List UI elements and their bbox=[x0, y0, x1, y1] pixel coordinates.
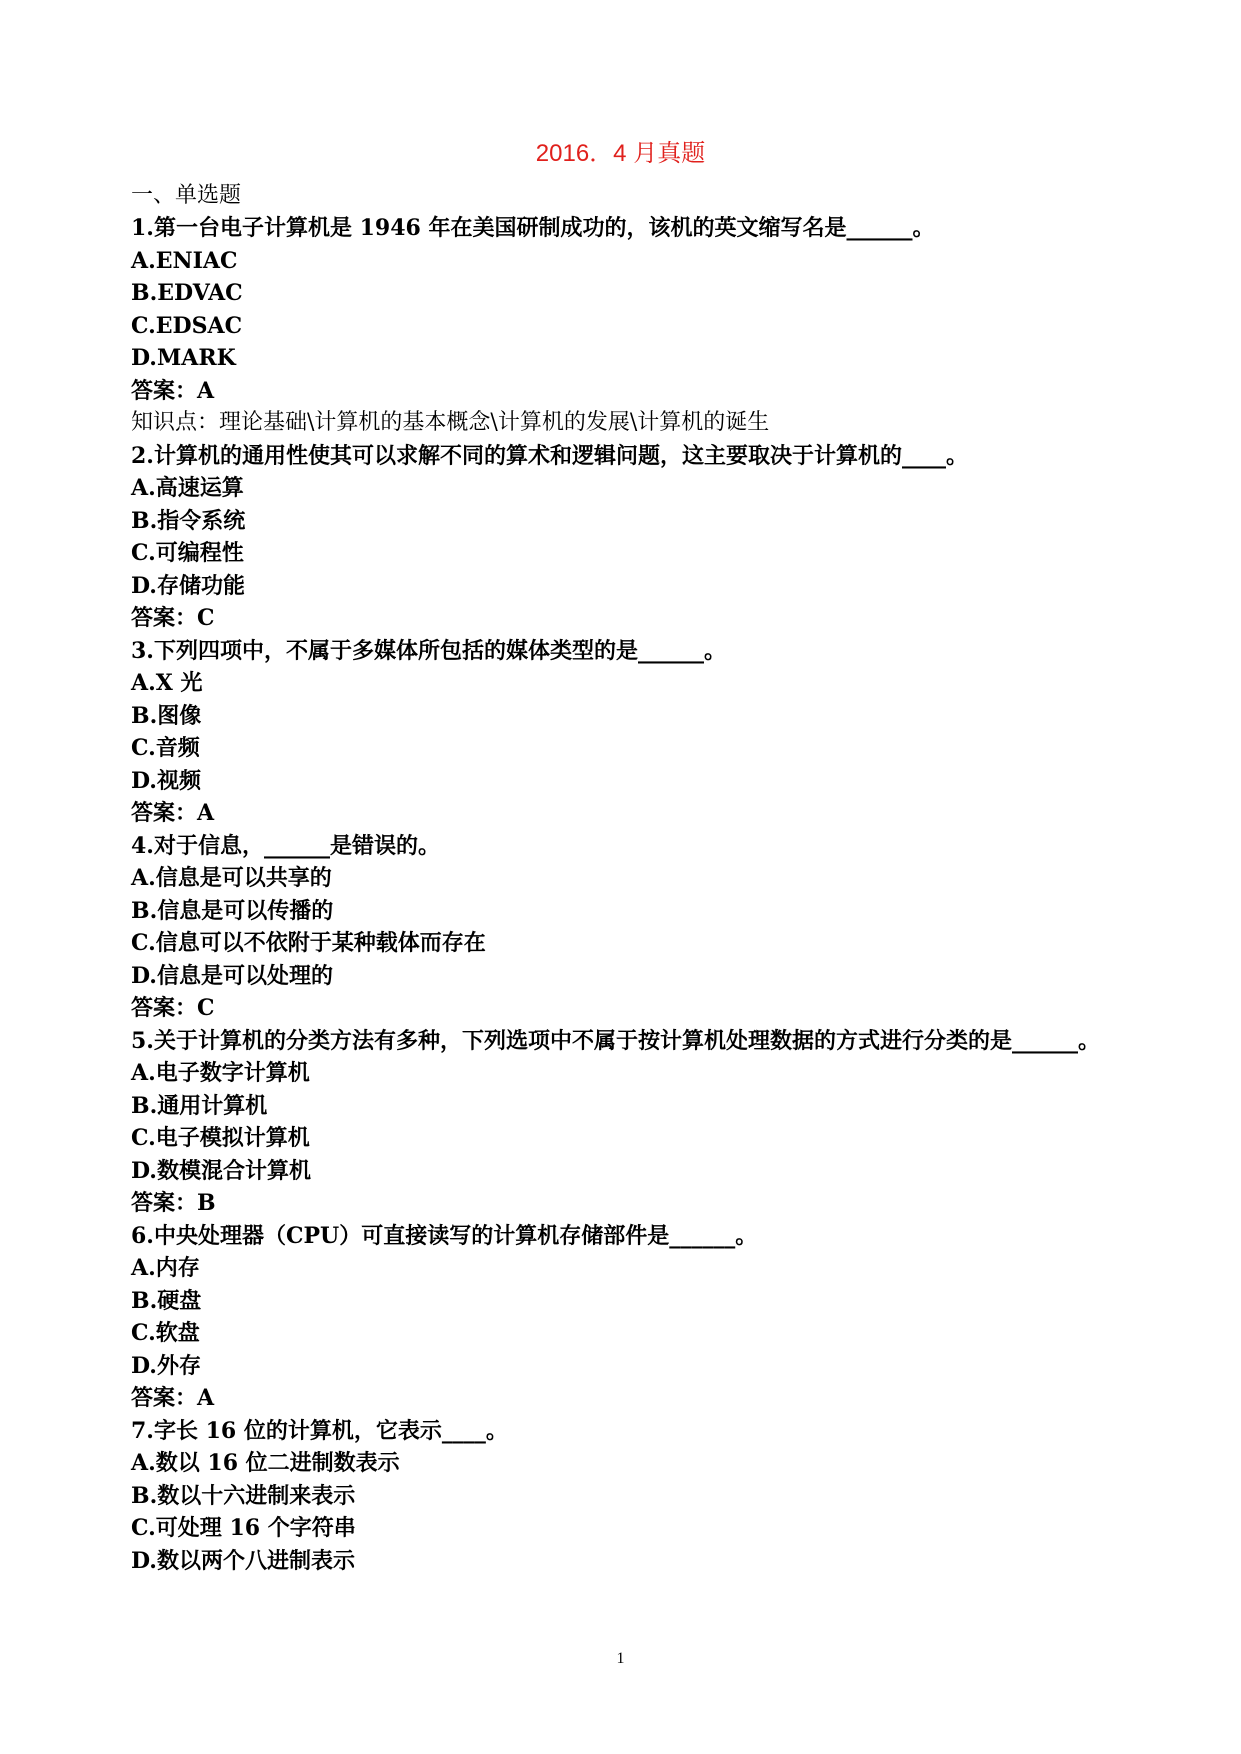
question-list bbox=[131, 212, 1131, 1577]
option-b: B.数以十六进制来表示 bbox=[131, 1482, 356, 1509]
option-c: C.信息可以不依附于某种载体而存在 bbox=[131, 930, 486, 956]
question-7 bbox=[131, 1415, 1131, 1578]
option-c: C.电子模拟计算机 bbox=[131, 1125, 310, 1151]
option-b: B.通用计算机 bbox=[131, 1092, 268, 1119]
option-d: D.外存 bbox=[131, 1352, 201, 1379]
question-6 bbox=[131, 1220, 1131, 1415]
option-a: A.ENIAC bbox=[131, 247, 238, 274]
option-a: A.电子数字计算机 bbox=[131, 1060, 310, 1086]
knowledge-point: 知识点：理论基础\计算机的基本概念\计算机的发展\计算机的诞生 bbox=[131, 410, 770, 435]
option-a: A.信息是可以共享的 bbox=[131, 865, 332, 891]
option-d: D.数模混合计算机 bbox=[131, 1157, 311, 1184]
question-stem: 1.第一台电子计算机是 1946 年在美国研制成功的，该机的英文缩写名是______。 bbox=[131, 215, 935, 241]
answer: 答案：B bbox=[131, 1190, 216, 1216]
option-b: B.指令系统 bbox=[131, 507, 246, 534]
question-stem: 2.计算机的通用性使其可以求解不同的算术和逻辑问题，这主要取决于计算机的____。 bbox=[131, 442, 968, 469]
option-d: D.MARK bbox=[131, 345, 236, 371]
question-2 bbox=[131, 440, 1131, 635]
question-4 bbox=[131, 830, 1131, 1025]
option-a: A.数以 16 位二进制数表示 bbox=[131, 1450, 400, 1476]
answer: 答案：C bbox=[131, 605, 215, 631]
option-c: C.可编程性 bbox=[131, 540, 244, 566]
page-number: 1 bbox=[616, 1650, 625, 1667]
question-1 bbox=[131, 212, 1131, 440]
answer: 答案：C bbox=[131, 995, 215, 1021]
answer: 答案：A bbox=[131, 1385, 215, 1411]
question-stem: 7.字长 16 位的计算机，它表示____。 bbox=[131, 1417, 508, 1444]
question-stem: 4.对于信息，______是错误的。 bbox=[131, 832, 440, 859]
question-3 bbox=[131, 635, 1131, 830]
option-c: C.EDSAC bbox=[131, 312, 243, 339]
question-stem: 6.中央处理器（CPU）可直接读写的计算机存储部件是______。 bbox=[131, 1222, 758, 1249]
option-a: A.X 光 bbox=[131, 670, 203, 696]
option-c: C.可处理 16 个字符串 bbox=[131, 1515, 356, 1541]
document-title: 2016．4 月真题 bbox=[535, 140, 706, 167]
answer: 答案：A bbox=[131, 377, 215, 404]
question-5 bbox=[131, 1025, 1131, 1220]
option-d: D.信息是可以处理的 bbox=[131, 962, 333, 989]
option-c: C.音频 bbox=[131, 735, 200, 761]
question-stem: 5.关于计算机的分类方法有多种，下列选项中不属于按计算机处理数据的方式进行分类的是______。 bbox=[131, 1027, 1100, 1054]
question-stem: 3.下列四项中，不属于多媒体所包括的媒体类型的是______。 bbox=[131, 637, 726, 664]
section-heading: 一、单选题 bbox=[131, 183, 242, 208]
option-c: C.软盘 bbox=[131, 1320, 200, 1346]
option-b: B.信息是可以传播的 bbox=[131, 897, 334, 924]
option-b: B.硬盘 bbox=[131, 1287, 202, 1314]
option-d: D.数以两个八进制表示 bbox=[131, 1547, 355, 1574]
option-d: D.视频 bbox=[131, 767, 201, 794]
answer: 答案：A bbox=[131, 800, 215, 826]
option-d: D.存储功能 bbox=[131, 572, 245, 599]
option-b: B.图像 bbox=[131, 702, 202, 729]
option-a: A.高速运算 bbox=[131, 475, 244, 501]
option-b: B.EDVAC bbox=[131, 280, 243, 306]
option-a: A.内存 bbox=[131, 1255, 200, 1281]
